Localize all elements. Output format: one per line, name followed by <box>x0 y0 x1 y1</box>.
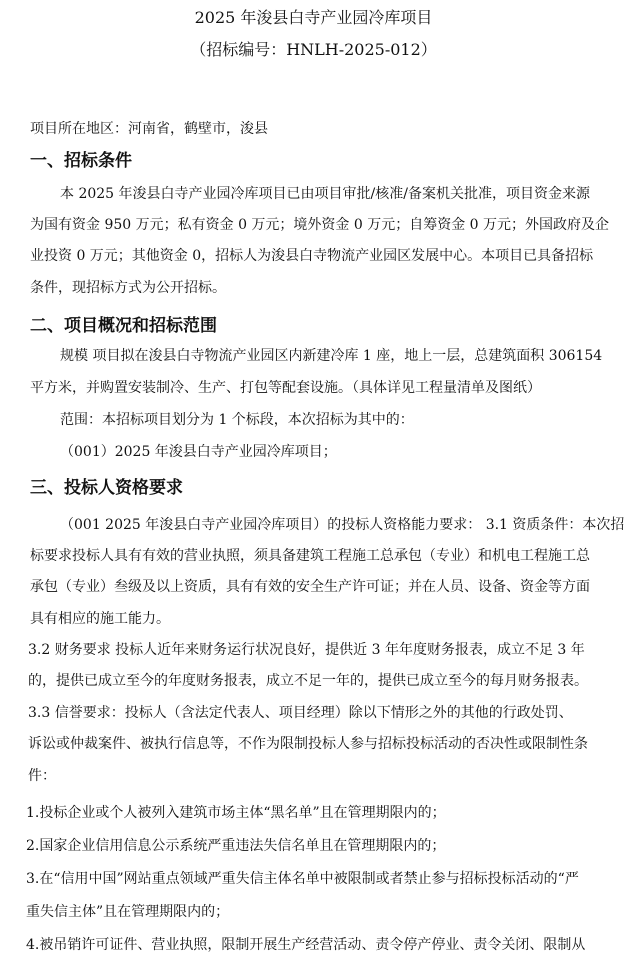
section-heading-2: 二、项目概况和招标范围 <box>30 316 217 336</box>
section-1-line-4: 条件，现招标方式为公开招标。 <box>30 280 226 296</box>
section-3-line-4: 具有相应的施工能力。 <box>30 611 170 627</box>
doc-subtitle: （招标编号：HNLH-2025-012） <box>190 40 437 59</box>
section-2-line-3: 范围：本招标项目划分为 1 个标段，本次招标为其中的： <box>60 412 414 428</box>
section-3-line-8: 诉讼或仲裁案件、被执行信息等，不作为限制投标人参与招标投标活动的否决性或限制性条 <box>28 736 588 752</box>
section-3-item-1: 1.投标企业或个人被列入建筑市场主体“黑名单”且在管理期限内的； <box>26 805 446 821</box>
section-3-item-3-cont: 重失信主体”且在管理期限内的； <box>26 904 230 920</box>
section-2-line-1: 规模 项目拟在浚县白寺物流产业园区内新建冷库 1 座，地上一层，总建筑面积 306154 <box>60 348 603 364</box>
section-3-line-5: 3.2 财务要求 投标人近年来财务运行状况良好，提供近 3 年年度财务报表，成立不足 3 年 <box>28 642 585 658</box>
section-heading-1: 一、招标条件 <box>30 151 132 171</box>
section-1-line-2: 为国有资金 950 万元；私有资金 0 万元；境外资金 0 万元；自筹资金 0 万元；外国政府及企 <box>30 217 610 233</box>
project-location: 项目所在地区：河南省，鹤壁市，浚县 <box>30 121 268 137</box>
section-3-line-3: 承包（专业）叁级及以上资质，具有有效的安全生产许可证；并在人员、设备、资金等方面 <box>30 579 590 595</box>
section-3-line-6: 的，提供已成立至今的年度财务报表，成立不足一年的，提供已成立至今的每月财务报表。 <box>28 673 588 689</box>
section-3-item-2: 2.国家企业信用信息公示系统严重违法失信名单且在管理期限内的； <box>26 838 446 854</box>
section-heading-3: 三、投标人资格要求 <box>30 478 183 498</box>
section-3-line-1: （001 2025 年浚县白寺产业园冷库项目）的投标人资格能力要求： 3.1 资质条件：本次招 <box>60 517 625 533</box>
section-2-line-2: 平方米，并购置安装制冷、生产、打包等配套设施。（具体详见工程量清单及图纸） <box>30 380 541 396</box>
section-3-line-7: 3.3 信誉要求：投标人（含法定代表人、项目经理）除以下情形之外的其他的行政处罚、 <box>28 705 573 721</box>
section-2-line-4: （001）2025 年浚县白寺产业园冷库项目； <box>60 444 337 460</box>
section-1-line-1: 本 2025 年浚县白寺产业园冷库项目已由项目审批/核准/备案机关批准，项目资金来源 <box>60 186 590 202</box>
section-3-line-9: 件： <box>28 768 56 784</box>
section-3-line-2: 标要求投标人具有有效的营业执照，须具备建筑工程施工总承包（专业）和机电工程施工总 <box>30 548 590 564</box>
section-3-item-4: 4.被吊销许可证件、营业执照，限制开展生产经营活动、责令停产停业、责令关闭、限制从 <box>26 937 586 953</box>
doc-title: 2025 年浚县白寺产业园冷库项目 <box>194 8 433 27</box>
section-3-item-3: 3.在“信用中国”网站重点领域严重失信主体名单中被限制或者禁止参与招标投标活动的“严 <box>26 871 579 887</box>
section-1-line-3: 业投资 0 万元；其他资金 0，招标人为浚县白寺物流产业园区发展中心。本项目已具备招标 <box>30 248 594 264</box>
